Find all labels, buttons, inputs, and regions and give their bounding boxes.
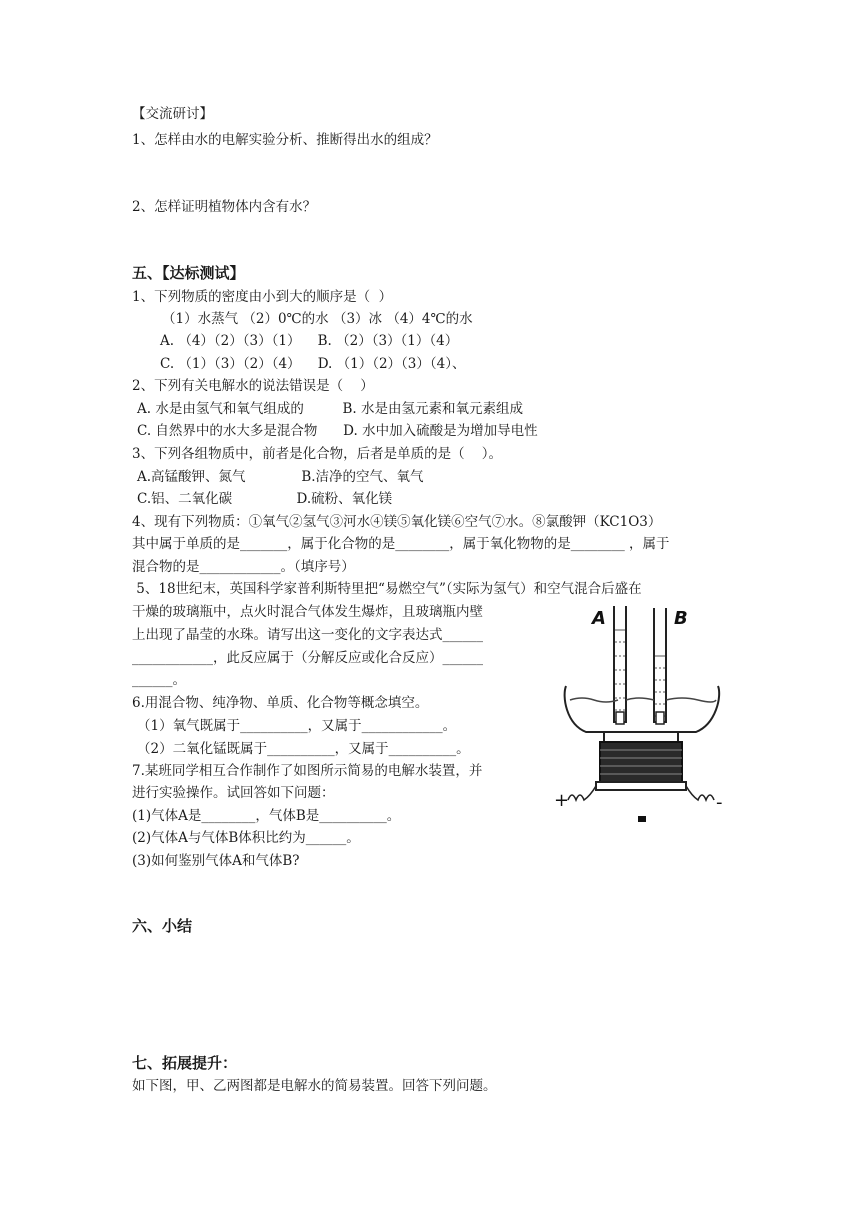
q6-sub-1: （1）氧气既属于__________，又属于____________。 xyxy=(137,718,457,734)
figure-stand-mark xyxy=(638,816,646,822)
q1-options-cd: C. （1）（3）（2）（4） D. （1）（2）（3）（4）、 xyxy=(160,356,466,372)
q4-line-2: 其中属于单质的是_______，属于化合物的是________，属于氧化物物的是________ ，属于 xyxy=(132,536,670,552)
q5-line-1: 5、18世纪末，英国科学家普利斯特里把“易燃空气”（实际为氢气）和空气混合后盛在 xyxy=(132,581,642,597)
q6-stem: 6.用混合物、纯净物、单质、化合物等概念填空。 xyxy=(132,695,429,711)
q2-options-ab: A. 水是由氢气和氧气组成的 B. 水是由氢元素和氧元素组成 xyxy=(137,401,523,417)
q5-line-2: 干燥的玻璃瓶中，点火时混合气体发生爆炸，且玻璃瓶内壁 xyxy=(132,604,483,620)
q4-line-1: 4、现有下列物质：①氧气②氢气③河水④镁⑤氧化镁⑥空气⑦水。⑧氯酸钾（KC1O3） xyxy=(132,514,662,530)
section-6-heading: 六、小结 xyxy=(132,917,193,935)
label-plus: + xyxy=(554,790,570,811)
q5-line-3: 上出现了晶莹的水珠。请写出这一变化的文字表达式______ xyxy=(132,627,483,643)
section-7-text: 如下图，甲、乙两图都是电解水的简易装置。回答下列问题。 xyxy=(132,1078,497,1094)
section-5-heading: 五、【达标测试】 xyxy=(132,264,245,282)
label-b: B xyxy=(674,608,688,629)
water-basin xyxy=(565,686,720,732)
discuss-heading: 【交流研讨】 xyxy=(132,106,213,122)
q7-sub-2: (2)气体A与气体B体积比约为______。 xyxy=(132,830,360,846)
q7-line-1: 7.某班同学相互合作制作了如图所示简易的电解水装置，并 xyxy=(132,763,483,779)
water-surface xyxy=(570,698,716,702)
electrode-a xyxy=(616,712,624,724)
q7-sub-1: (1)气体A是________，气体B是__________。 xyxy=(132,808,401,824)
q2-stem: 2、下列有关电解水的说法错误是（ ） xyxy=(132,378,374,394)
q7-sub-3: (3)如何鉴别气体A和气体B? xyxy=(132,853,300,869)
q3-options-ab: A.高锰酸钾、氮气 B.洁净的空气、氧气 xyxy=(137,469,424,485)
battery-base xyxy=(596,732,686,790)
discuss-question-1: 1、怎样由水的电解实验分析、推断得出水的组成？ xyxy=(132,132,438,148)
q5-line-5: ______。 xyxy=(132,672,186,688)
wire-negative xyxy=(686,786,714,800)
q3-stem: 3、下列各组物质中，前者是化合物，后者是单质的是（ ）。 xyxy=(132,446,503,462)
q3-options-cd: C.铝、二氧化碳 D.硫粉、氧化镁 xyxy=(137,491,393,507)
q5-line-4: ____________，此反应属于（分解反应或化合反应）______ xyxy=(132,650,483,666)
q1-stem: 1、下列物质的密度由小到大的顺序是（ ） xyxy=(132,289,393,305)
q1-items: （1）水蒸气 （2）0℃的水 （3）冰 （4）4℃的水 xyxy=(162,311,473,327)
q7-line-2: 进行实验操作。试回答如下问题： xyxy=(132,785,335,801)
q2-options-cd: C. 自然界中的水大多是混合物 D. 水中加入硫酸是为增加导电性 xyxy=(137,423,538,439)
test-tube-b xyxy=(654,608,666,722)
electrode-b xyxy=(656,712,664,724)
label-minus: - xyxy=(716,792,723,813)
electrolysis-apparatus-figure xyxy=(552,600,730,822)
q6-sub-2: （2）二氧化锰既属于__________，又属于__________。 xyxy=(137,741,470,757)
discuss-question-2: 2、怎样证明植物体内含有水？ xyxy=(132,199,317,215)
q4-line-3: 混合物的是____________。（填序号） xyxy=(132,559,355,575)
label-a: A xyxy=(592,608,606,629)
test-tube-a xyxy=(614,606,626,722)
q1-options-ab: A. （4）（2）（3）（1） B. （2）（3）（1）（4） xyxy=(160,333,459,349)
wire-positive xyxy=(568,786,596,800)
section-7-heading: 七、拓展提升： xyxy=(132,1054,238,1072)
